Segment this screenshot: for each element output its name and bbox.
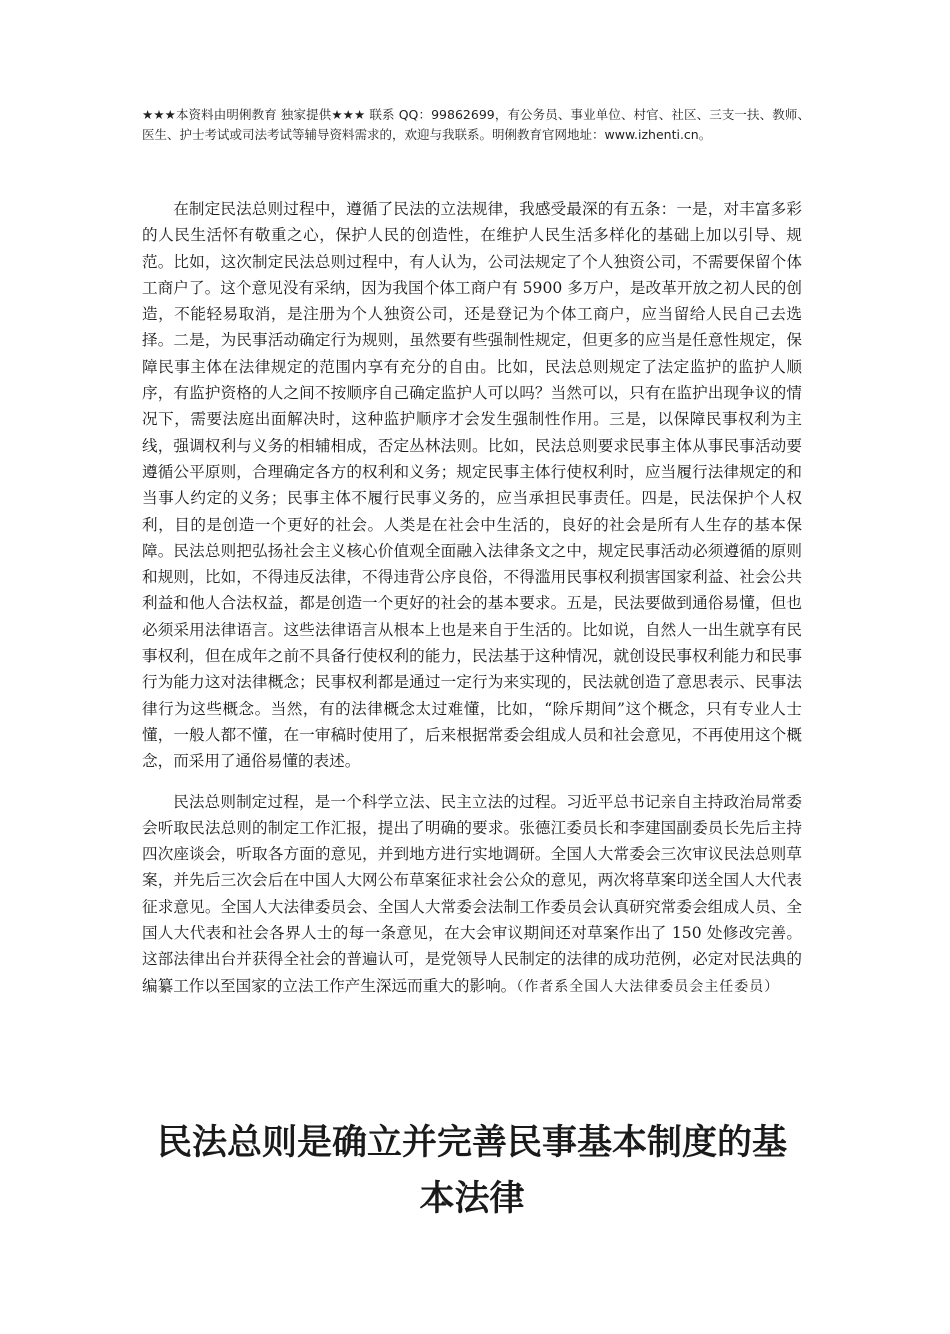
header-notice: ★★★本资料由明俐教育 独家提供★★★ 联系 QQ：99862699，有公务员、事业单位、村官、社区、三支一扶、教师、医生、护士考试或司法考试等辅导资料需求的，欢迎与我联系。明俐教育官网地址：www.izhenti.cn。 xyxy=(142,107,810,142)
article-body xyxy=(142,196,802,1014)
paragraph-1: 在制定民法总则过程中，遵循了民法的立法规律，我感受最深的有五条：一是，对丰富多彩的人民生活怀有敬重之心，保护人民的创造性，在维护人民生活多样化的基础上加以引导、规范。比如，这次制定民法总则过程中，有人认为，公司法规定了个人独资公司，不需要保留个体工商户了。这个意见没有采纳，因为我国个体工商户有 5900 多万户，是改革开放之初人民的创造，不能轻易取消，是注册为个人独资公司，还是登记为个体工商户，应当留给人民自己去选择。二是，为民事活动确定行为规则，虽然要有些强制性规定，但更多的应当是任意性规定，保障民事主体在法律规定的范围内享有充分的自由。比如，民法总则规定了法定监护的监护人顺序，有监护资格的人之间不按顺序自己确定监护人可以吗？当然可以，只有在监护出现争议的情况下，需要法庭出面解决时，这种监护顺序才会发生强制性作用。三是，以保障民事权利为主线，强调权利与义务的相辅相成，否定丛林法则。比如，民法总则要求民事主体从事民事活动要遵循公平原则，合理确定各方的权利和义务；规定民事主体行使权利时，应当履行法律规定的和当事人约定的义务；民事主体不履行民事义务的，应当承担民事责任。四是，民法保护个人权利，目的是创造一个更好的社会。人类是在社会中生活的，良好的社会是所有人生存的基本保障。民法总则把弘扬社会主义核心价值观全面融入法律条文之中，规定民事活动必须遵循的原则和规则，比如，不得违反法律，不得违背公序良俗，不得滥用民事权利损害国家利益、社会公共利益和他人合法权益，都是创造一个更好的社会的基本要求。五是，民法要做到通俗易懂，但也必须采用法律语言。这些法律语言从根本上也是来自于生活的。比如说，自然人一出生就享有民事权利，但在成年之前不具备行使权利的能力，民法基于这种情况，就创设民事权利能力和民事行为能力这对法律概念；民事权利都是通过一定行为来实现的，民法就创造了意思表示、民事法律行为这些概念。当然，有的法律概念太过难懂，比如，“除斥期间”这个概念，只有专业人士懂，一般人都不懂，在一审稿时使用了，后来根据常委会组成人员和社会意见，不再使用这个概念，而采用了通俗易懂的表述。 xyxy=(142,200,802,771)
paragraph-2 xyxy=(142,789,802,1000)
paragraph-2-text: 民法总则制定过程，是一个科学立法、民主立法的过程。习近平总书记亲自主持政治局常委会听取民法总则的制定工作汇报，提出了明确的要求。张德江委员长和李建国副委员长先后主持四次座谈会，听取各方面的意见，并到地方进行实地调研。全国人大常委会三次审议民法总则草案，并先后三次会后在中国人大网公布草案征求社会公众的意见，两次将草案印送全国人大代表征求意见。全国人大法律委员会、全国人大常委会法制工作委员会认真研究常委会组成人员、全国人大代表和社会各界人士的每一条意见，在大会审议期间还对草案作出了 150 处修改完善。这部法律出台并获得全社会的普遍认可，是党领导人民制定的法律的成功范例，必定对民法典的编纂工作以至国家的立法工作产生深远而重大的影响。 xyxy=(142,792,802,995)
author-byline: （作者系全国人大法律委员会主任委员） xyxy=(516,978,780,995)
next-article-title: 民法总则是确立并完善民事基本制度的基本法律 xyxy=(156,1122,787,1219)
